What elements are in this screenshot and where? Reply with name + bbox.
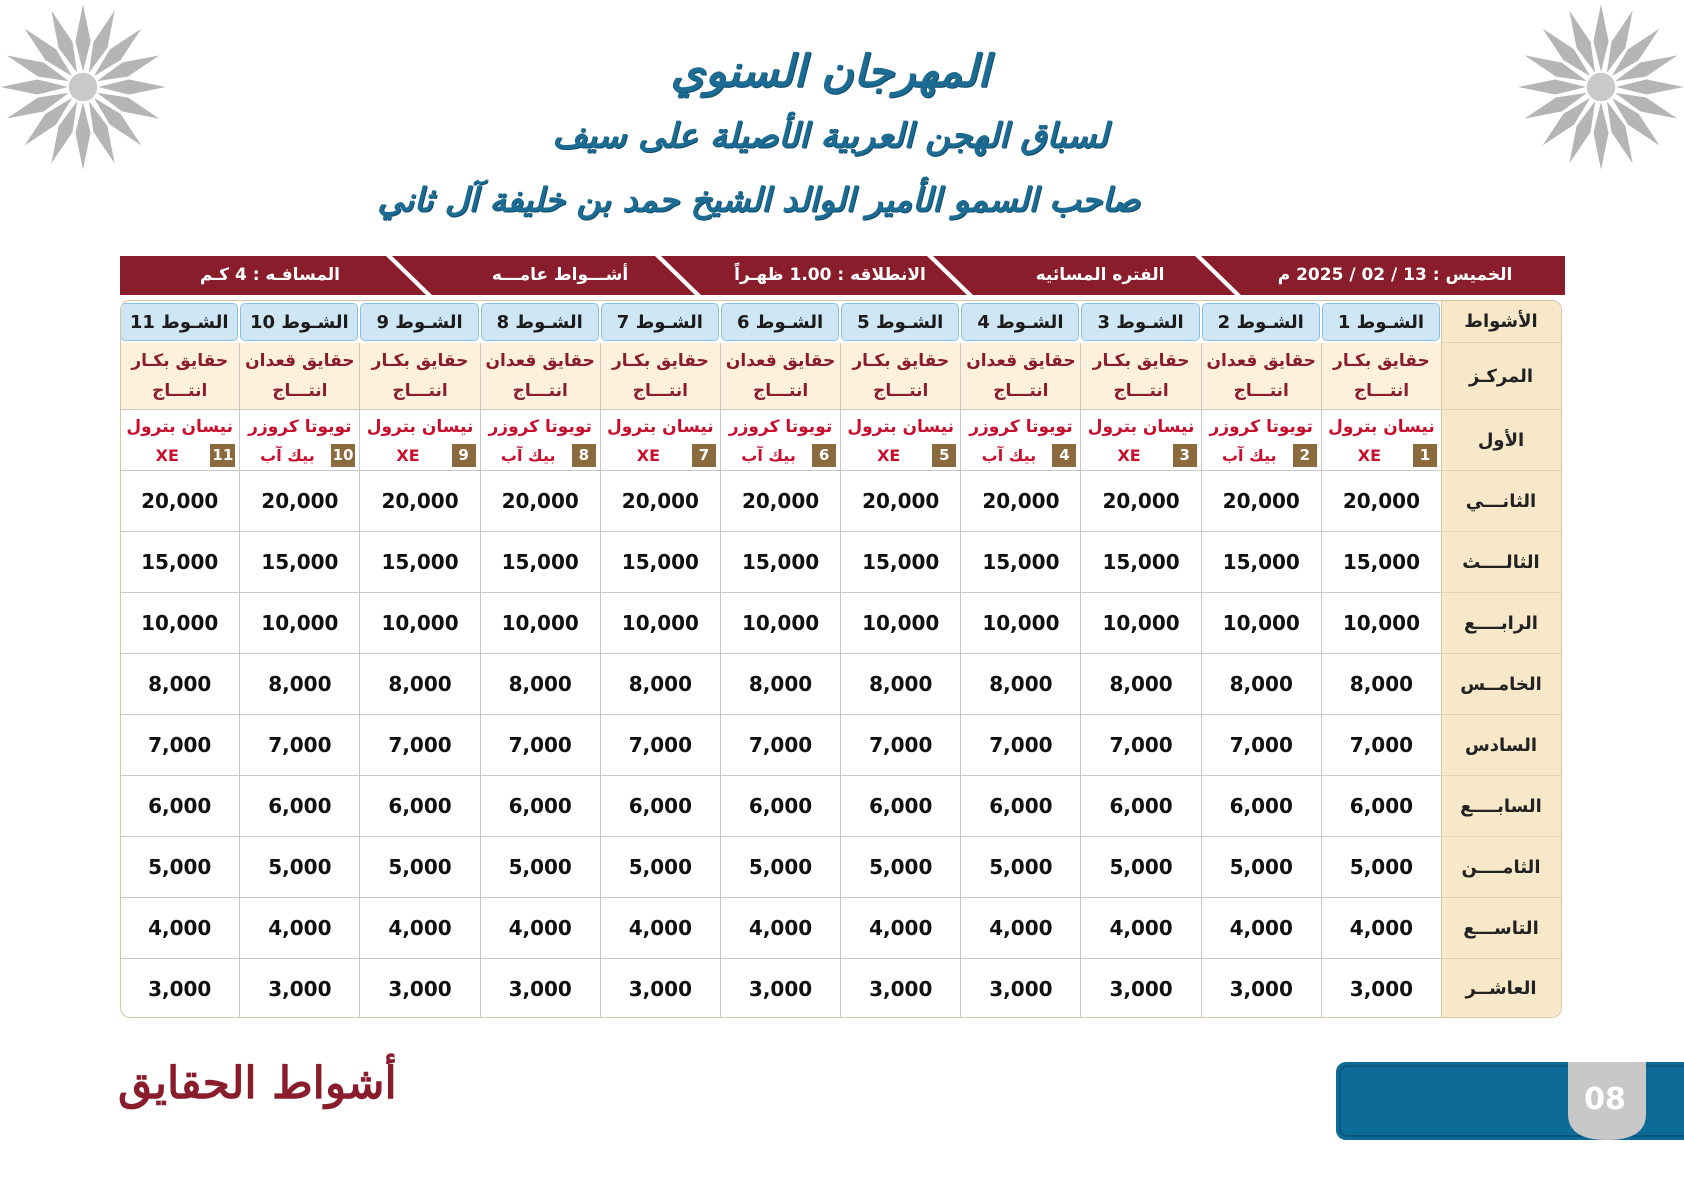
center-type: حقايق قعدان (485, 351, 595, 371)
prize-car-name: نيسان بترول (607, 417, 714, 437)
prize-car-details (605, 442, 716, 468)
prize-amount: 15,000 (359, 532, 479, 593)
prize-amount: 8,000 (840, 654, 960, 715)
prize-amount: 7,000 (239, 715, 359, 776)
heat-number-badge: 8 (572, 444, 596, 467)
prize-row-4 (121, 593, 1561, 654)
heat-label-6: الشـوط 6 (721, 303, 839, 341)
heat-number-badge: 1 (1413, 444, 1437, 467)
prize-amount: 8,000 (480, 654, 600, 715)
prize-amount: 3,000 (960, 959, 1080, 1018)
prize-amount: 4,000 (720, 898, 840, 959)
prize-car-name: نيسان بترول (126, 417, 234, 437)
prize-amount: 4,000 (120, 898, 239, 959)
banner-period: الفتره المسائيه (1035, 265, 1165, 285)
prize-amount: 7,000 (480, 715, 600, 776)
prize-amount: 8,000 (600, 654, 720, 715)
center-cell-7 (600, 343, 720, 410)
prize-amount: 5,000 (720, 837, 840, 898)
prize-row-9 (121, 898, 1561, 959)
center-cell-5 (840, 343, 960, 410)
heat-number-badge: 5 (932, 444, 956, 467)
prize-amount: 6,000 (1080, 776, 1200, 837)
prize-amount: 10,000 (480, 593, 600, 654)
prize-car-details (244, 442, 355, 468)
center-cell-2 (1201, 343, 1321, 410)
heat-number-badge: 10 (331, 444, 356, 467)
heat-label-8: الشـوط 8 (481, 303, 599, 341)
center-type: حقايق بكـار (371, 351, 469, 371)
prize-car-name: تويوتا كروزر (1209, 417, 1313, 437)
center-cell-3 (1080, 343, 1200, 410)
first-prize-cell-11 (120, 410, 239, 471)
prize-amount: 6,000 (600, 776, 720, 837)
prize-car-name: تويوتا كروزر (728, 417, 833, 437)
prize-amount: 20,000 (1201, 471, 1321, 532)
prize-car-details (1326, 442, 1437, 468)
heat-label-3: الشـوط 3 (1081, 303, 1199, 341)
heat-number-badge: 3 (1173, 444, 1197, 467)
prize-row-5 (121, 654, 1561, 715)
first-prize-cell-2 (1201, 410, 1321, 471)
center-type: حقايق بكـار (1092, 351, 1190, 371)
heat-label-4: الشـوط 4 (961, 303, 1079, 341)
prize-amount: 20,000 (960, 471, 1080, 532)
heat-label-5: الشـوط 5 (841, 303, 959, 341)
prize-car-model: بيك آب (981, 445, 1037, 465)
prize-car-name: نيسان بترول (1328, 417, 1435, 437)
prize-amount: 6,000 (720, 776, 840, 837)
heat-number-badge: 11 (210, 444, 235, 467)
prize-amount: 10,000 (1321, 593, 1441, 654)
prize-amount: 5,000 (239, 837, 359, 898)
heat-label-10: الشـوط 10 (240, 303, 358, 341)
prize-amount: 10,000 (1080, 593, 1200, 654)
prize-amount: 15,000 (840, 532, 960, 593)
prize-amount: 10,000 (1201, 593, 1321, 654)
prize-amount: 10,000 (239, 593, 359, 654)
title-line-1: المهرجان السنوي (670, 46, 990, 97)
prize-amount: 5,000 (359, 837, 479, 898)
prize-amount: 3,000 (1080, 959, 1200, 1018)
section-title: أشواط الحقايق (118, 1058, 397, 1109)
row-label-first: الأول (1441, 410, 1561, 471)
prize-amount: 6,000 (1201, 776, 1321, 837)
prize-amount: 7,000 (960, 715, 1080, 776)
prize-car-details (364, 442, 475, 468)
prize-amount: 6,000 (1321, 776, 1441, 837)
prize-amount: 10,000 (840, 593, 960, 654)
prize-amount: 4,000 (359, 898, 479, 959)
info-banner (120, 256, 1565, 295)
heat-label-11: الشـوط 11 (120, 303, 238, 341)
prize-amount: 6,000 (239, 776, 359, 837)
center-type: حقايق بكـار (1333, 351, 1430, 371)
prize-car-name: تويوتا كروزر (969, 417, 1073, 437)
prize-amount: 3,000 (720, 959, 840, 1018)
first-prize-cell-4 (960, 410, 1080, 471)
page-number: 08 (1584, 1082, 1626, 1117)
prize-car-details (124, 442, 235, 468)
prize-car-name: نيسان بترول (847, 417, 955, 437)
prize-amount: 3,000 (120, 959, 239, 1018)
prize-amount: 4,000 (1321, 898, 1441, 959)
prize-amount: 7,000 (840, 715, 960, 776)
prize-amount: 5,000 (1321, 837, 1441, 898)
heat-number-badge: 7 (692, 444, 716, 467)
prize-amount: 4,000 (960, 898, 1080, 959)
center-cell-9 (359, 343, 479, 410)
prize-car-model: بيك آب (741, 445, 796, 465)
prize-amount: 20,000 (120, 471, 239, 532)
center-row (121, 343, 1561, 410)
prize-amount: 4,000 (480, 898, 600, 959)
prize-amount: 8,000 (960, 654, 1080, 715)
prize-amount: 6,000 (840, 776, 960, 837)
heats-row (121, 301, 1561, 343)
banner-rounds-type: أشـــواط عامـــه (491, 265, 629, 285)
prize-amount: 20,000 (1321, 471, 1441, 532)
center-type: حقايق قعدان (245, 351, 355, 371)
prize-row-8 (121, 837, 1561, 898)
prize-amount: 4,000 (1201, 898, 1321, 959)
prize-amount: 6,000 (359, 776, 479, 837)
prize-amount: 7,000 (359, 715, 479, 776)
first-place-row (121, 410, 1561, 471)
prize-amount: 20,000 (840, 471, 960, 532)
prize-car-details (845, 442, 956, 468)
first-prize-cell-1 (1321, 410, 1441, 471)
prize-amount: 15,000 (1321, 532, 1441, 593)
row-label-place-8: الثامــــن (1441, 837, 1561, 898)
banner-start-time: الانطلاقه : 1.00 ظهـراً (734, 265, 926, 285)
prize-amount: 8,000 (1321, 654, 1441, 715)
prize-amount: 15,000 (600, 532, 720, 593)
prize-amount: 5,000 (1201, 837, 1321, 898)
row-label-place-10: العاشــر (1441, 959, 1561, 1018)
prize-amount: 20,000 (600, 471, 720, 532)
center-category: انتـــاج (873, 381, 929, 401)
heat-label-1: الشـوط 1 (1322, 303, 1440, 341)
center-category: انتـــاج (1353, 381, 1410, 401)
first-prize-cell-5 (840, 410, 960, 471)
prize-amount: 3,000 (239, 959, 359, 1018)
center-type: حقايق بكـار (612, 351, 709, 371)
prize-row-3 (121, 532, 1561, 593)
prize-car-details (485, 442, 596, 468)
prize-amount: 3,000 (840, 959, 960, 1018)
prize-car-model: XE (1117, 445, 1141, 465)
banner-date: الخميس : 13 / 02 / 2025 م (1277, 265, 1513, 285)
prize-amount: 10,000 (120, 593, 239, 654)
title-block (377, 40, 1140, 232)
prize-amount: 5,000 (960, 837, 1080, 898)
heat-label-7: الشـوط 7 (601, 303, 719, 341)
prize-amount: 5,000 (840, 837, 960, 898)
heat-label-9: الشـوط 9 (360, 303, 478, 341)
prize-amount: 8,000 (120, 654, 239, 715)
prize-car-details (1206, 442, 1317, 468)
prize-amount: 6,000 (960, 776, 1080, 837)
center-category: انتـــاج (512, 381, 568, 401)
center-type: حقايق قعدان (725, 351, 836, 371)
prize-amount: 20,000 (359, 471, 479, 532)
prize-car-model: XE (1357, 445, 1382, 465)
center-cell-4 (960, 343, 1080, 410)
row-label-place-4: الرابــــع (1441, 593, 1561, 654)
prize-amount: 3,000 (600, 959, 720, 1018)
prize-amount: 10,000 (359, 593, 479, 654)
prize-car-model: XE (155, 445, 179, 465)
prize-amount: 8,000 (1080, 654, 1200, 715)
prize-amount: 7,000 (720, 715, 840, 776)
first-prize-cell-7 (600, 410, 720, 471)
prize-amount: 15,000 (1080, 532, 1200, 593)
prize-amount: 5,000 (480, 837, 600, 898)
prize-car-details (1085, 442, 1196, 468)
center-type: حقايق بكـار (131, 351, 229, 371)
prize-amount: 3,000 (359, 959, 479, 1018)
prize-amount: 8,000 (359, 654, 479, 715)
prize-car-model: بيك آب (260, 445, 315, 465)
prize-amount: 7,000 (600, 715, 720, 776)
prize-amount: 15,000 (1201, 532, 1321, 593)
prize-amount: 6,000 (480, 776, 600, 837)
prize-amount: 4,000 (1080, 898, 1200, 959)
prize-amount: 8,000 (1201, 654, 1321, 715)
row-label-place-3: الثالــــث (1441, 532, 1561, 593)
prize-car-model: بيك آب (500, 445, 556, 465)
prize-amount: 10,000 (720, 593, 840, 654)
prize-row-2 (121, 471, 1561, 532)
heat-number-badge: 2 (1293, 444, 1317, 467)
prize-row-10 (121, 959, 1561, 1018)
row-label-heats: الأشواط (1441, 301, 1561, 343)
heat-number-badge: 9 (452, 444, 476, 467)
prize-amount: 10,000 (960, 593, 1080, 654)
prize-amount: 20,000 (1080, 471, 1200, 532)
center-type: حقايق بكـار (852, 351, 950, 371)
center-category: انتـــاج (1233, 381, 1289, 401)
prize-car-details (725, 442, 836, 468)
prize-car-model: بيك آب (1221, 445, 1277, 465)
first-prize-cell-6 (720, 410, 840, 471)
banner-distance: المسافـه : 4 كـم (200, 265, 340, 285)
row-label-center: المركـز (1441, 343, 1561, 410)
prize-row-7 (121, 776, 1561, 837)
prize-car-name: نيسان بترول (1087, 417, 1195, 437)
first-prize-cell-3 (1080, 410, 1200, 471)
prize-amount: 3,000 (1201, 959, 1321, 1018)
center-cell-8 (480, 343, 600, 410)
corner-ornament-right-icon (1506, 0, 1684, 182)
row-label-place-7: السابــــع (1441, 776, 1561, 837)
prize-amount: 15,000 (480, 532, 600, 593)
prize-amount: 15,000 (960, 532, 1080, 593)
heat-number-badge: 6 (812, 444, 836, 467)
row-label-place-9: التاســـع (1441, 898, 1561, 959)
prize-car-details (965, 442, 1076, 468)
prize-amount: 6,000 (120, 776, 239, 837)
prize-amount: 15,000 (720, 532, 840, 593)
prize-amount: 15,000 (239, 532, 359, 593)
row-label-place-5: الخامــس (1441, 654, 1561, 715)
row-label-place-2: الثانـــي (1441, 471, 1561, 532)
prize-amount: 10,000 (600, 593, 720, 654)
prize-amount: 8,000 (239, 654, 359, 715)
prize-amount: 15,000 (120, 532, 239, 593)
center-cell-11 (120, 343, 239, 410)
prize-amount: 7,000 (1080, 715, 1200, 776)
prize-car-model: XE (877, 445, 901, 465)
corner-ornament-left-icon (0, 0, 178, 182)
center-category: انتـــاج (632, 381, 688, 401)
prize-amount: 4,000 (239, 898, 359, 959)
center-category: انتـــاج (993, 381, 1049, 401)
center-category: انتـــاج (392, 381, 448, 401)
title-line-3: صاحب السمو الأمير الوالد الشيخ حمد بن خليفة آل ثاني (377, 180, 1140, 219)
prize-amount: 4,000 (600, 898, 720, 959)
prize-amount: 3,000 (480, 959, 600, 1018)
center-category: انتـــاج (152, 381, 208, 401)
first-prize-cell-9 (359, 410, 479, 471)
title-line-2: لسباق الهجن العربية الأصيلة على سيف (552, 116, 1108, 156)
prize-car-name: تويوتا كروزر (488, 417, 592, 437)
first-prize-cell-10 (239, 410, 359, 471)
prize-row-6 (121, 715, 1561, 776)
prize-amount: 7,000 (1201, 715, 1321, 776)
prize-amount: 7,000 (1321, 715, 1441, 776)
prize-amount: 5,000 (1080, 837, 1200, 898)
prize-amount: 7,000 (120, 715, 239, 776)
prize-amount: 20,000 (480, 471, 600, 532)
prize-amount: 20,000 (239, 471, 359, 532)
center-type: حقايق قعدان (966, 351, 1076, 371)
center-category: انتـــاج (1113, 381, 1169, 401)
prize-amount: 5,000 (600, 837, 720, 898)
prize-amount: 4,000 (840, 898, 960, 959)
center-category: انتـــاج (272, 381, 328, 401)
prize-amount: 8,000 (720, 654, 840, 715)
prize-amount: 3,000 (1321, 959, 1441, 1018)
prize-car-name: نيسان بترول (366, 417, 474, 437)
center-cell-10 (239, 343, 359, 410)
prize-amount: 5,000 (120, 837, 239, 898)
prize-car-model: XE (636, 445, 661, 465)
prize-car-model: XE (396, 445, 420, 465)
heat-number-badge: 4 (1052, 444, 1076, 467)
center-cell-6 (720, 343, 840, 410)
prize-amount: 20,000 (720, 471, 840, 532)
prize-car-name: تويوتا كروزر (248, 417, 352, 437)
center-cell-1 (1321, 343, 1441, 410)
heat-label-2: الشـوط 2 (1202, 303, 1320, 341)
center-category: انتـــاج (752, 381, 809, 401)
first-prize-cell-8 (480, 410, 600, 471)
prizes-table (120, 300, 1562, 1018)
center-type: حقايق قعدان (1206, 351, 1316, 371)
row-label-place-6: السادس (1441, 715, 1561, 776)
